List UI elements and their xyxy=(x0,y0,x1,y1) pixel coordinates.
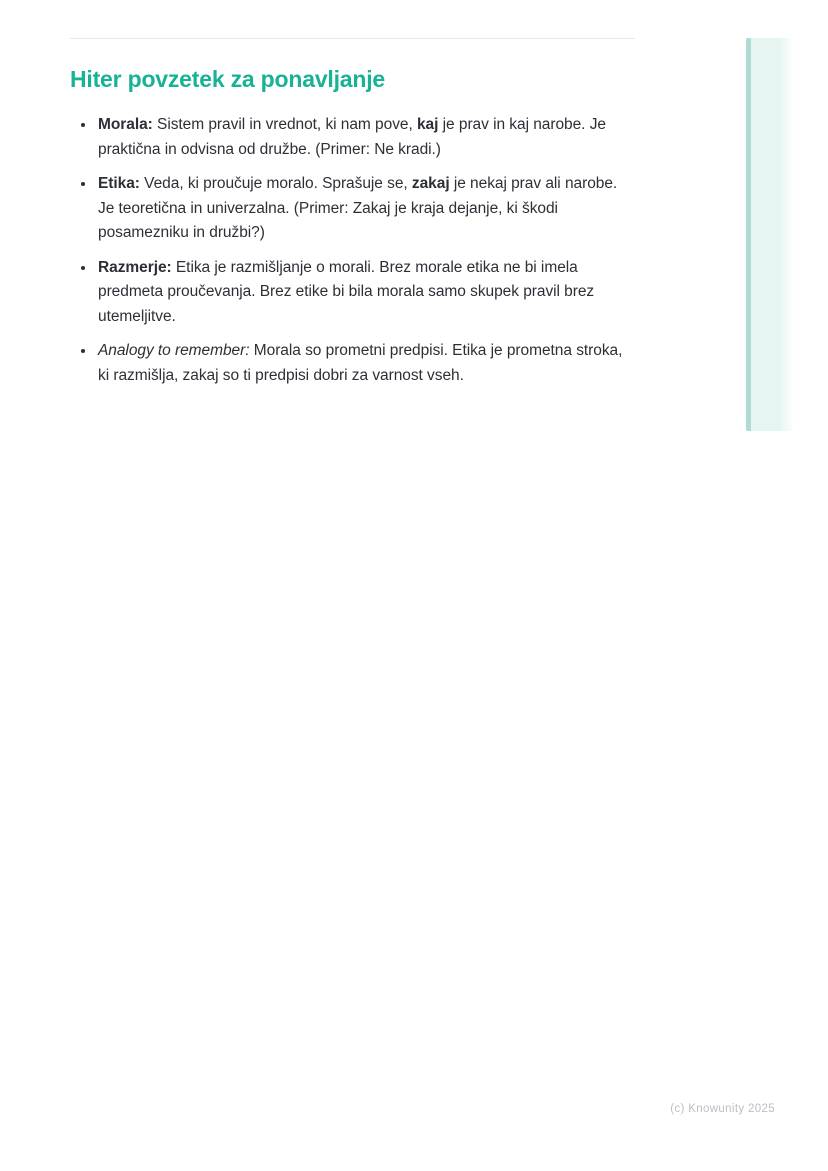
list-item-text-run: Sistem pravil in vrednot, ki nam pove, xyxy=(152,116,417,133)
list-item-text-run: Etika je razmišljanje o morali. Brez morale etika ne bi imela predmeta proučevanja. Brez etike bi bila morala samo skupek pravil brez utemeljitve. xyxy=(98,258,595,325)
list-item-text-run: Etika: xyxy=(98,175,140,192)
list-item-text-run: Morala: xyxy=(98,116,153,133)
list-item-text-run: je prav in kaj narobe. Je praktična in odvisna od družbe. (Primer: Ne kradi.) xyxy=(98,116,606,158)
list-item-text-run: kaj xyxy=(416,116,439,133)
list-item-text-run: Analogy to remember: xyxy=(98,342,250,359)
list-item-text-run: Morala so prometni predpisi. Etika je prometna stroka, ki razmišlja, zakaj so ti predpisi dobri za varnost vseh. xyxy=(98,342,623,384)
accent-strip xyxy=(746,38,794,431)
summary-list xyxy=(70,112,635,388)
list-item-text-run: Razmerje: xyxy=(98,258,172,276)
copyright-footer: (c) Knowunity 2025 xyxy=(670,1103,775,1115)
list-item xyxy=(96,255,635,330)
list-item xyxy=(96,112,635,162)
page-content xyxy=(70,38,635,397)
list-item-text-run: Veda, ki proučuje moralo. Sprašuje se, xyxy=(139,175,412,192)
list-item-text-run: je nekaj prav ali narobe. Je teoretična in univerzalna. (Primer: Zakaj je kraja dejanje, ki škodi posamezniku in družbi?) xyxy=(98,175,618,241)
list-item xyxy=(96,171,635,246)
list-item xyxy=(96,338,635,388)
page-title: Hiter povzetek za ponavljanje xyxy=(70,66,386,92)
list-item-text-run: zakaj xyxy=(411,175,450,192)
